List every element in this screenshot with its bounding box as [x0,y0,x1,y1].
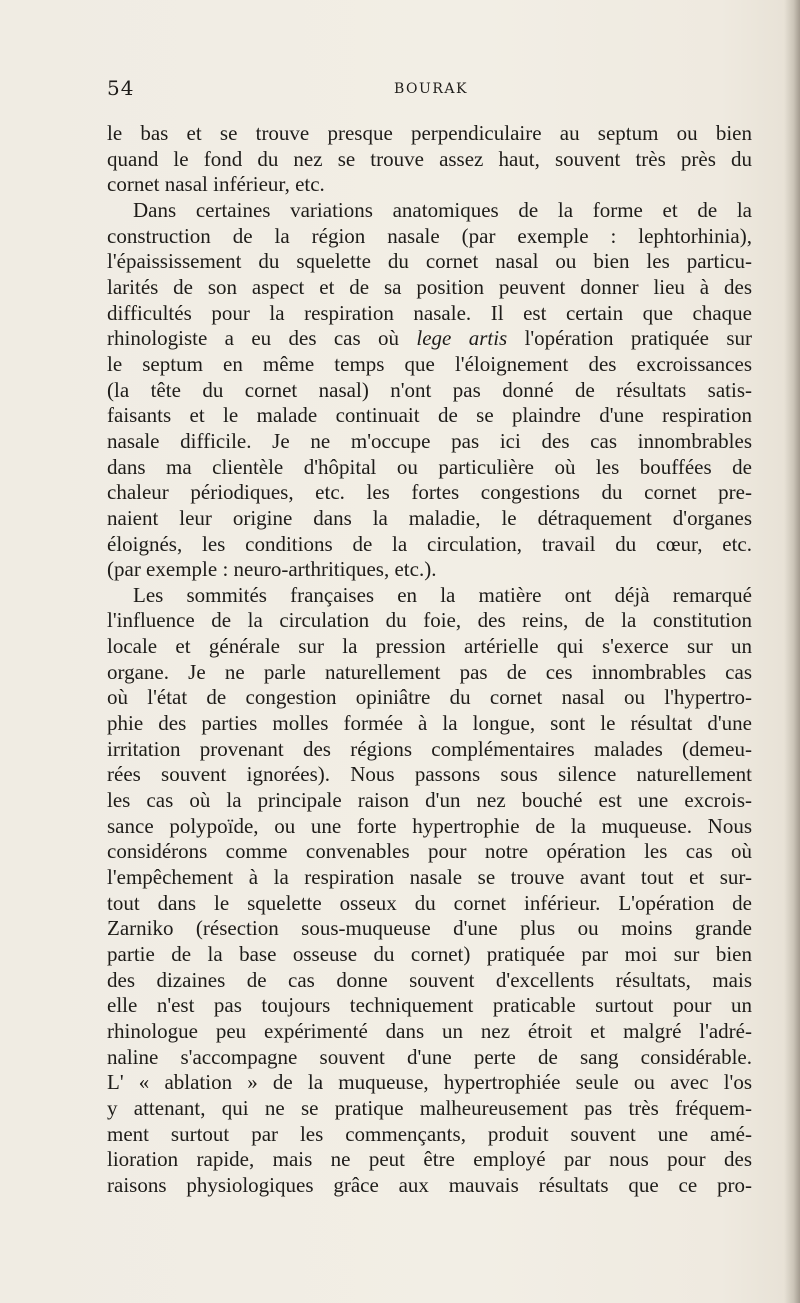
text-line: elle n'est pas toujours techniquement praticable surtout pour un [107,993,752,1018]
text-line: construction de la région nasale (par exemple : lephtorhinia), [107,223,752,248]
text-line: partie de la base osseuse du cornet) pratiquée par moi sur bien [107,942,752,966]
text-line: où l'état de congestion opiniâtre du cornet nasal ou l'hypertro- [107,685,752,710]
text-line: irritation provenant des régions complémentaires malades (demeu- [107,736,752,761]
paragraph [107,583,752,1199]
text-line: locale et générale sur la pression artérielle qui s'exerce sur un [107,634,752,659]
text-line: phie des parties molles formée à la longue, sont le résultat d'une [107,711,752,736]
text-line: le bas et se trouve presque perpendiculaire au septum ou bien [107,121,752,145]
text-line: dans ma clientèle d'hôpital ou particulière où les bouffées de [107,454,752,479]
text-line: y attenant, qui ne se pratique malheureusement pas très fréquem- [107,1095,752,1120]
text-line: raisons physiologiques grâce aux mauvais résultats que ce pro- [107,1172,752,1197]
text-line: quand le fond du nez se trouve assez haut, souvent très près du [107,146,752,171]
text-line: considérons comme convenables pour notre opération les cas où [107,839,752,864]
text-line: ment surtout par les commençants, produit souvent une amé- [107,1121,752,1146]
paragraph [107,198,752,583]
text-line: organe. Je ne parle naturellement pas de ces innombrables cas [107,659,752,684]
text-line: l'empêchement à la respiration nasale se trouve avant tout et sur- [107,865,752,890]
text-line: des dizaines de cas donne souvent d'excellents résultats, mais [107,967,752,992]
text-line: (par exemple : neuro-arthritiques, etc.). [107,557,437,582]
running-head: BOURAK [394,81,468,97]
text-line: (la tête du cornet nasal) n'ont pas donné de résultats satis- [107,377,752,402]
text-line: l'épaississement du squelette du cornet nasal ou bien les particu- [107,249,752,274]
text-line: Dans certaines variations anatomiques de la forme et de la [133,197,752,222]
text-line: l'influence de la circulation du foie, des reins, de la constitution [107,608,752,633]
text-line: éloignés, les conditions de la circulation, travail du cœur, etc. [107,531,752,556]
text-line: difficultés pour la respiration nasale. Il est certain que chaque [107,300,752,325]
text-line: le septum en même temps que l'éloignement des excroissances [107,351,752,376]
text-line: rées souvent ignorées). Nous passons sous silence naturellement [107,762,752,787]
italic-text: lege artis [416,326,508,351]
text-line: Zarniko (résection sous-muqueuse d'une plus ou moins grande [107,916,752,941]
body-text [107,121,752,1199]
text-line: sance polypoïde, ou une forte hypertrophie de la muqueuse. Nous [107,813,752,838]
text-line: larités de son aspect et de sa position peuvent donner lieu à des [107,274,752,299]
text-line: Les sommités françaises en la matière ont déjà remarqué [133,582,752,607]
text-line: naline s'accompagne souvent d'une perte de sang considérable. [107,1044,752,1069]
text-line: naient leur origine dans la maladie, le détraquement d'organes [107,505,752,530]
page-number: 54 [107,76,135,100]
text-line: nasale difficile. Je ne m'occupe pas ici des cas innombrables [107,428,752,453]
paragraph [107,121,752,198]
text-line: rhinologue peu expérimenté dans un nez étroit et malgré l'adré- [107,1018,752,1043]
text-line: rhinologiste a eu des cas où lege artis l'opération pratiquée sur [107,326,752,351]
text-line: L' « ablation » de la muqueuse, hypertrophiée seule ou avec l'os [107,1070,752,1095]
page-edge-shadow [784,0,800,1303]
text-line: cornet nasal inférieur, etc. [107,172,325,197]
text-line: faisants et le malade continuait de se plaindre d'une respiration [107,403,752,428]
text-line: tout dans le squelette osseux du cornet inférieur. L'opération de [107,890,752,915]
text-line: lioration rapide, mais ne peut être employé par nous pour des [107,1147,752,1172]
text-line: chaleur périodiques, etc. les fortes congestions du cornet pre- [107,480,752,505]
text-line: les cas où la principale raison d'un nez bouché est une excrois- [107,788,752,813]
